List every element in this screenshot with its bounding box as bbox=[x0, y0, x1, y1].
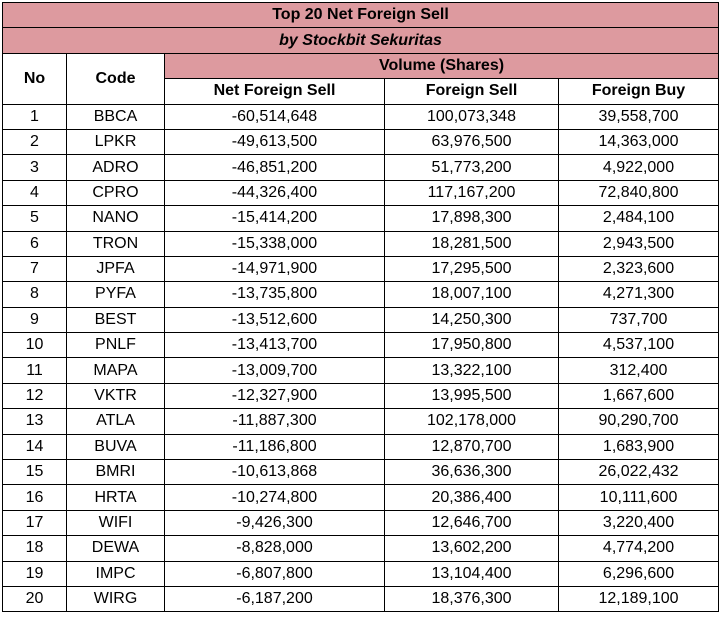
cell-net-foreign-sell: -13,413,700 bbox=[165, 333, 385, 358]
cell-no: 3 bbox=[3, 155, 67, 180]
table-row bbox=[3, 333, 719, 358]
cell-no: 11 bbox=[3, 358, 67, 383]
cell-code: IMPC bbox=[67, 561, 165, 586]
cell-foreign-sell: 13,322,100 bbox=[385, 358, 559, 383]
table-row bbox=[3, 155, 719, 180]
cell-net-foreign-sell: -11,186,800 bbox=[165, 434, 385, 459]
cell-no: 14 bbox=[3, 434, 67, 459]
cell-foreign-buy: 4,537,100 bbox=[559, 333, 719, 358]
cell-code: JPFA bbox=[67, 256, 165, 281]
cell-foreign-buy: 2,943,500 bbox=[559, 231, 719, 256]
cell-foreign-sell: 17,950,800 bbox=[385, 333, 559, 358]
cell-no: 15 bbox=[3, 460, 67, 485]
cell-code: ATLA bbox=[67, 409, 165, 434]
cell-no: 10 bbox=[3, 333, 67, 358]
cell-foreign-buy: 737,700 bbox=[559, 307, 719, 332]
cell-foreign-buy: 39,558,700 bbox=[559, 104, 719, 129]
header-net-foreign-sell: Net Foreign Sell bbox=[165, 79, 385, 104]
cell-code: BMRI bbox=[67, 460, 165, 485]
table-row bbox=[3, 282, 719, 307]
cell-no: 9 bbox=[3, 307, 67, 332]
cell-foreign-sell: 17,295,500 bbox=[385, 256, 559, 281]
cell-foreign-buy: 2,484,100 bbox=[559, 206, 719, 231]
table-row bbox=[3, 561, 719, 586]
table-row bbox=[3, 586, 719, 611]
table-row bbox=[3, 129, 719, 154]
cell-foreign-buy: 4,271,300 bbox=[559, 282, 719, 307]
cell-foreign-sell: 13,602,200 bbox=[385, 536, 559, 561]
cell-foreign-sell: 17,898,300 bbox=[385, 206, 559, 231]
cell-net-foreign-sell: -14,971,900 bbox=[165, 256, 385, 281]
cell-net-foreign-sell: -11,887,300 bbox=[165, 409, 385, 434]
cell-net-foreign-sell: -13,009,700 bbox=[165, 358, 385, 383]
cell-no: 8 bbox=[3, 282, 67, 307]
cell-foreign-sell: 51,773,200 bbox=[385, 155, 559, 180]
cell-code: PYFA bbox=[67, 282, 165, 307]
table-row bbox=[3, 536, 719, 561]
cell-foreign-sell: 117,167,200 bbox=[385, 180, 559, 205]
header-foreign-sell: Foreign Sell bbox=[385, 79, 559, 104]
cell-net-foreign-sell: -6,187,200 bbox=[165, 586, 385, 611]
cell-code: LPKR bbox=[67, 129, 165, 154]
cell-foreign-sell: 36,636,300 bbox=[385, 460, 559, 485]
table-row bbox=[3, 358, 719, 383]
cell-foreign-sell: 12,646,700 bbox=[385, 510, 559, 535]
cell-net-foreign-sell: -13,735,800 bbox=[165, 282, 385, 307]
cell-no: 1 bbox=[3, 104, 67, 129]
cell-foreign-sell: 12,870,700 bbox=[385, 434, 559, 459]
cell-foreign-sell: 18,281,500 bbox=[385, 231, 559, 256]
net-foreign-sell-table bbox=[2, 2, 719, 612]
header-code: Code bbox=[67, 53, 165, 104]
cell-no: 19 bbox=[3, 561, 67, 586]
cell-no: 2 bbox=[3, 129, 67, 154]
cell-net-foreign-sell: -15,414,200 bbox=[165, 206, 385, 231]
cell-code: HRTA bbox=[67, 485, 165, 510]
title-row bbox=[3, 3, 719, 28]
table-row bbox=[3, 409, 719, 434]
cell-foreign-buy: 14,363,000 bbox=[559, 129, 719, 154]
cell-net-foreign-sell: -60,514,648 bbox=[165, 104, 385, 129]
cell-foreign-buy: 90,290,700 bbox=[559, 409, 719, 434]
cell-code: CPRO bbox=[67, 180, 165, 205]
cell-foreign-sell: 13,995,500 bbox=[385, 383, 559, 408]
cell-no: 6 bbox=[3, 231, 67, 256]
table-row bbox=[3, 231, 719, 256]
table-row bbox=[3, 510, 719, 535]
cell-net-foreign-sell: -46,851,200 bbox=[165, 155, 385, 180]
table-row bbox=[3, 104, 719, 129]
cell-net-foreign-sell: -9,426,300 bbox=[165, 510, 385, 535]
cell-code: WIFI bbox=[67, 510, 165, 535]
table-title: Top 20 Net Foreign Sell bbox=[3, 3, 719, 28]
cell-foreign-buy: 312,400 bbox=[559, 358, 719, 383]
cell-foreign-sell: 102,178,000 bbox=[385, 409, 559, 434]
cell-code: MAPA bbox=[67, 358, 165, 383]
cell-net-foreign-sell: -12,327,900 bbox=[165, 383, 385, 408]
header-no: No bbox=[3, 53, 67, 104]
table-row bbox=[3, 206, 719, 231]
cell-net-foreign-sell: -15,338,000 bbox=[165, 231, 385, 256]
cell-code: BUVA bbox=[67, 434, 165, 459]
cell-foreign-buy: 1,667,600 bbox=[559, 383, 719, 408]
cell-net-foreign-sell: -49,613,500 bbox=[165, 129, 385, 154]
cell-code: NANO bbox=[67, 206, 165, 231]
cell-foreign-buy: 12,189,100 bbox=[559, 586, 719, 611]
cell-net-foreign-sell: -13,512,600 bbox=[165, 307, 385, 332]
header-row-group bbox=[3, 53, 719, 78]
cell-foreign-sell: 63,976,500 bbox=[385, 129, 559, 154]
cell-no: 16 bbox=[3, 485, 67, 510]
cell-foreign-buy: 1,683,900 bbox=[559, 434, 719, 459]
cell-net-foreign-sell: -6,807,800 bbox=[165, 561, 385, 586]
table-row bbox=[3, 485, 719, 510]
table-row bbox=[3, 460, 719, 485]
cell-foreign-buy: 10,111,600 bbox=[559, 485, 719, 510]
cell-code: DEWA bbox=[67, 536, 165, 561]
cell-foreign-sell: 100,073,348 bbox=[385, 104, 559, 129]
cell-no: 7 bbox=[3, 256, 67, 281]
cell-code: WIRG bbox=[67, 586, 165, 611]
table-row bbox=[3, 383, 719, 408]
table-row bbox=[3, 180, 719, 205]
cell-no: 13 bbox=[3, 409, 67, 434]
cell-foreign-sell: 14,250,300 bbox=[385, 307, 559, 332]
cell-foreign-buy: 26,022,432 bbox=[559, 460, 719, 485]
cell-code: TRON bbox=[67, 231, 165, 256]
cell-code: ADRO bbox=[67, 155, 165, 180]
cell-no: 4 bbox=[3, 180, 67, 205]
cell-no: 18 bbox=[3, 536, 67, 561]
cell-code: VKTR bbox=[67, 383, 165, 408]
cell-foreign-sell: 18,376,300 bbox=[385, 586, 559, 611]
cell-foreign-buy: 2,323,600 bbox=[559, 256, 719, 281]
cell-net-foreign-sell: -10,613,868 bbox=[165, 460, 385, 485]
table-row bbox=[3, 434, 719, 459]
cell-foreign-buy: 4,922,000 bbox=[559, 155, 719, 180]
cell-code: BEST bbox=[67, 307, 165, 332]
cell-foreign-buy: 4,774,200 bbox=[559, 536, 719, 561]
cell-net-foreign-sell: -44,326,400 bbox=[165, 180, 385, 205]
cell-foreign-sell: 18,007,100 bbox=[385, 282, 559, 307]
cell-foreign-buy: 6,296,600 bbox=[559, 561, 719, 586]
subtitle-row bbox=[3, 28, 719, 53]
cell-net-foreign-sell: -10,274,800 bbox=[165, 485, 385, 510]
cell-no: 5 bbox=[3, 206, 67, 231]
cell-foreign-buy: 72,840,800 bbox=[559, 180, 719, 205]
table-row bbox=[3, 256, 719, 281]
cell-foreign-sell: 13,104,400 bbox=[385, 561, 559, 586]
cell-net-foreign-sell: -8,828,000 bbox=[165, 536, 385, 561]
cell-no: 12 bbox=[3, 383, 67, 408]
cell-no: 20 bbox=[3, 586, 67, 611]
cell-foreign-sell: 20,386,400 bbox=[385, 485, 559, 510]
cell-code: PNLF bbox=[67, 333, 165, 358]
cell-no: 17 bbox=[3, 510, 67, 535]
cell-code: BBCA bbox=[67, 104, 165, 129]
header-volume-shares: Volume (Shares) bbox=[165, 53, 719, 78]
cell-foreign-buy: 3,220,400 bbox=[559, 510, 719, 535]
table-row bbox=[3, 307, 719, 332]
header-foreign-buy: Foreign Buy bbox=[559, 79, 719, 104]
table-subtitle: by Stockbit Sekuritas bbox=[3, 28, 719, 53]
